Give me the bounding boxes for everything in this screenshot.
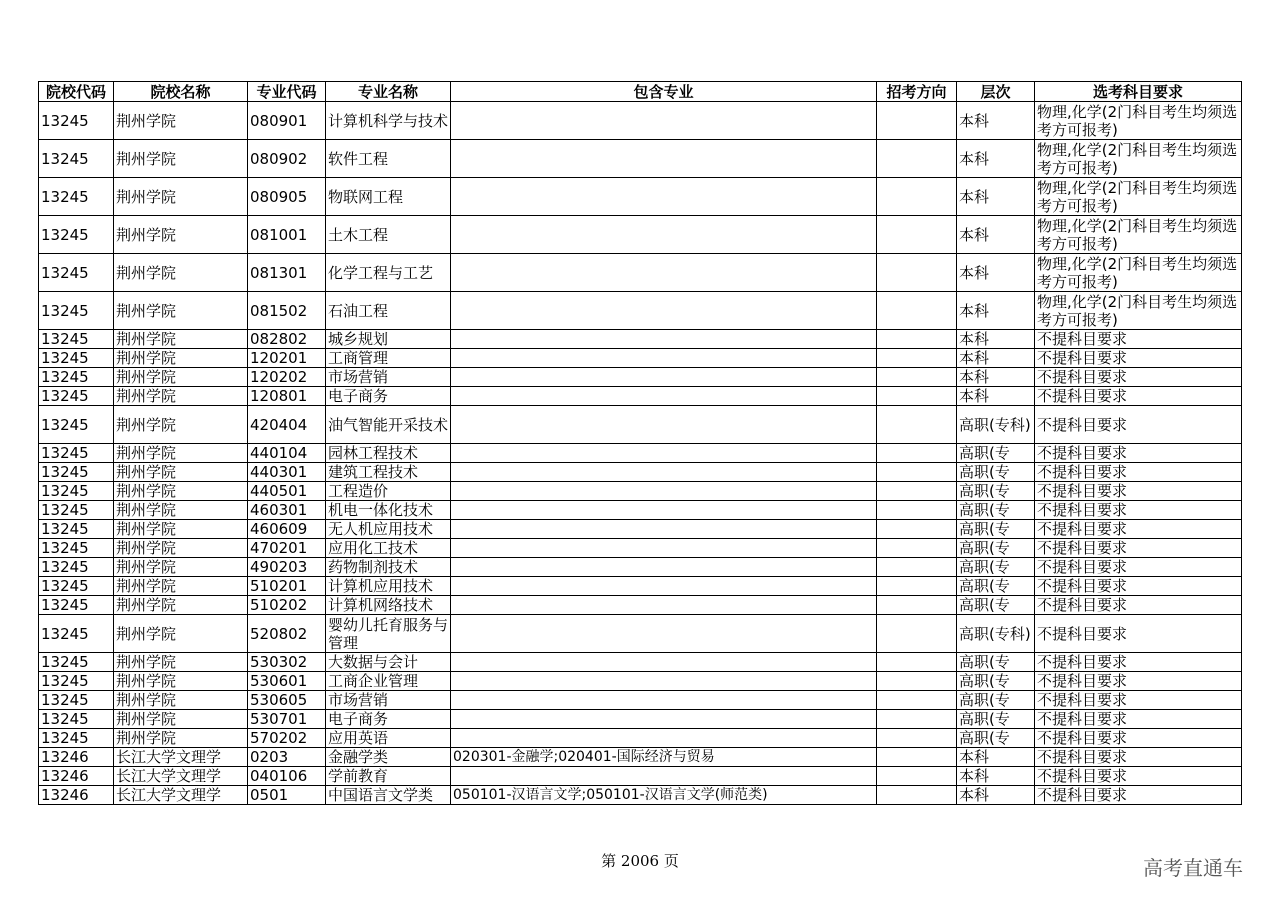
- table-row: [39, 653, 1242, 672]
- school-name-cell: 荆州学院: [114, 349, 248, 368]
- direction-cell: [877, 596, 957, 615]
- school-name-cell: 荆州学院: [114, 140, 248, 178]
- contained-majors-cell: [451, 444, 877, 463]
- subject-requirement-cell: 不提科目要求: [1035, 368, 1242, 387]
- major-code-cell: 530601: [248, 672, 326, 691]
- level-cell: 本科: [957, 140, 1035, 178]
- major-code-cell: 530605: [248, 691, 326, 710]
- major-name-cell: 无人机应用技术: [326, 520, 451, 539]
- level-cell: 本科: [957, 387, 1035, 406]
- major-name-cell: 电子商务: [326, 710, 451, 729]
- major-name-cell: 药物制剂技术: [326, 558, 451, 577]
- major-code-cell: 460301: [248, 501, 326, 520]
- subject-requirement-cell: 物理,化学(2门科目考生均须选考方可报考): [1035, 178, 1242, 216]
- major-code-cell: 040106: [248, 767, 326, 786]
- table-row: [39, 102, 1242, 140]
- major-name-cell: 计算机网络技术: [326, 596, 451, 615]
- contained-majors-cell: [451, 710, 877, 729]
- school-name-cell: 荆州学院: [114, 368, 248, 387]
- contained-majors-cell: [451, 501, 877, 520]
- school-name-cell: 荆州学院: [114, 672, 248, 691]
- contained-majors-cell: [451, 729, 877, 748]
- school-name-cell: 荆州学院: [114, 387, 248, 406]
- header-contained-majors: 包含专业: [451, 82, 877, 102]
- direction-cell: [877, 577, 957, 596]
- school-code-cell: 13245: [39, 596, 114, 615]
- school-name-cell: 荆州学院: [114, 558, 248, 577]
- school-code-cell: 13245: [39, 539, 114, 558]
- major-code-cell: 0501: [248, 786, 326, 805]
- table-row: [39, 406, 1242, 444]
- contained-majors-cell: [451, 387, 877, 406]
- table-row: [39, 615, 1242, 653]
- subject-requirement-cell: 不提科目要求: [1035, 463, 1242, 482]
- school-code-cell: 13245: [39, 178, 114, 216]
- major-code-cell: 520802: [248, 615, 326, 653]
- major-code-cell: 420404: [248, 406, 326, 444]
- table-row: [39, 330, 1242, 349]
- contained-majors-cell: 050101-汉语言文学;050101-汉语言文学(师范类): [451, 786, 877, 805]
- table-row: [39, 786, 1242, 805]
- subject-requirement-cell: 不提科目要求: [1035, 501, 1242, 520]
- direction-cell: [877, 349, 957, 368]
- table-row: [39, 216, 1242, 254]
- subject-requirement-cell: 不提科目要求: [1035, 577, 1242, 596]
- level-cell: 高职(专: [957, 539, 1035, 558]
- major-name-cell: 软件工程: [326, 140, 451, 178]
- direction-cell: [877, 539, 957, 558]
- direction-cell: [877, 216, 957, 254]
- major-name-cell: 计算机应用技术: [326, 577, 451, 596]
- school-code-cell: 13245: [39, 216, 114, 254]
- major-code-cell: 0203: [248, 748, 326, 767]
- contained-majors-cell: [451, 254, 877, 292]
- contained-majors-cell: [451, 349, 877, 368]
- contained-majors-cell: [451, 330, 877, 349]
- subject-requirement-cell: 物理,化学(2门科目考生均须选考方可报考): [1035, 254, 1242, 292]
- level-cell: 高职(专: [957, 596, 1035, 615]
- major-code-cell: 081301: [248, 254, 326, 292]
- level-cell: 高职(专科): [957, 406, 1035, 444]
- subject-requirement-cell: 物理,化学(2门科目考生均须选考方可报考): [1035, 292, 1242, 330]
- major-name-cell: 油气智能开采技术: [326, 406, 451, 444]
- level-cell: 本科: [957, 292, 1035, 330]
- school-name-cell: 荆州学院: [114, 615, 248, 653]
- major-name-cell: 物联网工程: [326, 178, 451, 216]
- contained-majors-cell: [451, 653, 877, 672]
- level-cell: 高职(专: [957, 520, 1035, 539]
- subject-requirement-cell: 不提科目要求: [1035, 767, 1242, 786]
- direction-cell: [877, 729, 957, 748]
- major-name-cell: 机电一体化技术: [326, 501, 451, 520]
- subject-requirement-cell: 不提科目要求: [1035, 615, 1242, 653]
- major-name-cell: 电子商务: [326, 387, 451, 406]
- direction-cell: [877, 520, 957, 539]
- school-name-cell: 长江大学文理学: [114, 786, 248, 805]
- direction-cell: [877, 444, 957, 463]
- contained-majors-cell: [451, 615, 877, 653]
- school-name-cell: 荆州学院: [114, 577, 248, 596]
- table-row: [39, 349, 1242, 368]
- school-name-cell: 荆州学院: [114, 178, 248, 216]
- table-row: [39, 596, 1242, 615]
- direction-cell: [877, 254, 957, 292]
- contained-majors-cell: [451, 558, 877, 577]
- major-code-cell: 080901: [248, 102, 326, 140]
- contained-majors-cell: [451, 577, 877, 596]
- level-cell: 高职(专科): [957, 615, 1035, 653]
- major-name-cell: 石油工程: [326, 292, 451, 330]
- school-code-cell: 13245: [39, 520, 114, 539]
- major-name-cell: 工商企业管理: [326, 672, 451, 691]
- major-code-cell: 080902: [248, 140, 326, 178]
- contained-majors-cell: [451, 691, 877, 710]
- subject-requirement-cell: 物理,化学(2门科目考生均须选考方可报考): [1035, 140, 1242, 178]
- direction-cell: [877, 691, 957, 710]
- direction-cell: [877, 482, 957, 501]
- school-code-cell: 13245: [39, 482, 114, 501]
- school-name-cell: 荆州学院: [114, 444, 248, 463]
- school-code-cell: 13245: [39, 558, 114, 577]
- school-name-cell: 荆州学院: [114, 330, 248, 349]
- contained-majors-cell: [451, 767, 877, 786]
- school-code-cell: 13245: [39, 501, 114, 520]
- table-row: [39, 729, 1242, 748]
- admission-table: [38, 81, 1242, 805]
- school-code-cell: 13246: [39, 748, 114, 767]
- subject-requirement-cell: 不提科目要求: [1035, 482, 1242, 501]
- level-cell: 高职(专: [957, 501, 1035, 520]
- major-name-cell: 大数据与会计: [326, 653, 451, 672]
- table-row: [39, 691, 1242, 710]
- school-name-cell: 荆州学院: [114, 520, 248, 539]
- level-cell: 本科: [957, 767, 1035, 786]
- major-code-cell: 490203: [248, 558, 326, 577]
- level-cell: 本科: [957, 216, 1035, 254]
- header-level: 层次: [957, 82, 1035, 102]
- subject-requirement-cell: 不提科目要求: [1035, 406, 1242, 444]
- major-name-cell: 工商管理: [326, 349, 451, 368]
- major-code-cell: 440104: [248, 444, 326, 463]
- level-cell: 高职(专: [957, 672, 1035, 691]
- major-code-cell: 530701: [248, 710, 326, 729]
- major-code-cell: 530302: [248, 653, 326, 672]
- major-name-cell: 建筑工程技术: [326, 463, 451, 482]
- subject-requirement-cell: 不提科目要求: [1035, 710, 1242, 729]
- header-subject-requirement: 选考科目要求: [1035, 82, 1242, 102]
- major-code-cell: 470201: [248, 539, 326, 558]
- direction-cell: [877, 672, 957, 691]
- major-code-cell: 440501: [248, 482, 326, 501]
- major-name-cell: 园林工程技术: [326, 444, 451, 463]
- major-code-cell: 081001: [248, 216, 326, 254]
- table-row: [39, 577, 1242, 596]
- table-row: [39, 178, 1242, 216]
- school-code-cell: 13245: [39, 406, 114, 444]
- level-cell: 本科: [957, 178, 1035, 216]
- school-name-cell: 荆州学院: [114, 102, 248, 140]
- major-code-cell: 570202: [248, 729, 326, 748]
- direction-cell: [877, 368, 957, 387]
- table-row: [39, 710, 1242, 729]
- table-row: [39, 444, 1242, 463]
- school-code-cell: 13245: [39, 729, 114, 748]
- table-row: [39, 254, 1242, 292]
- school-code-cell: 13246: [39, 786, 114, 805]
- direction-cell: [877, 615, 957, 653]
- school-name-cell: 荆州学院: [114, 463, 248, 482]
- table-row: [39, 672, 1242, 691]
- table-row: [39, 767, 1242, 786]
- header-major-code: 专业代码: [248, 82, 326, 102]
- level-cell: 高职(专: [957, 482, 1035, 501]
- subject-requirement-cell: 不提科目要求: [1035, 748, 1242, 767]
- level-cell: 本科: [957, 254, 1035, 292]
- direction-cell: [877, 558, 957, 577]
- contained-majors-cell: 020301-金融学;020401-国际经济与贸易: [451, 748, 877, 767]
- contained-majors-cell: [451, 216, 877, 254]
- major-name-cell: 中国语言文学类: [326, 786, 451, 805]
- school-name-cell: 荆州学院: [114, 691, 248, 710]
- direction-cell: [877, 387, 957, 406]
- direction-cell: [877, 292, 957, 330]
- level-cell: 高职(专: [957, 463, 1035, 482]
- table-row: [39, 748, 1242, 767]
- table-row: [39, 387, 1242, 406]
- school-code-cell: 13245: [39, 691, 114, 710]
- table-row: [39, 482, 1242, 501]
- contained-majors-cell: [451, 406, 877, 444]
- major-name-cell: 城乡规划: [326, 330, 451, 349]
- subject-requirement-cell: 物理,化学(2门科目考生均须选考方可报考): [1035, 216, 1242, 254]
- table-row: [39, 558, 1242, 577]
- direction-cell: [877, 463, 957, 482]
- level-cell: 本科: [957, 102, 1035, 140]
- subject-requirement-cell: 不提科目要求: [1035, 330, 1242, 349]
- school-code-cell: 13245: [39, 672, 114, 691]
- school-code-cell: 13245: [39, 615, 114, 653]
- direction-cell: [877, 330, 957, 349]
- subject-requirement-cell: 不提科目要求: [1035, 387, 1242, 406]
- school-code-cell: 13245: [39, 710, 114, 729]
- direction-cell: [877, 406, 957, 444]
- major-code-cell: 120201: [248, 349, 326, 368]
- subject-requirement-cell: 不提科目要求: [1035, 539, 1242, 558]
- direction-cell: [877, 102, 957, 140]
- header-major-name: 专业名称: [326, 82, 451, 102]
- subject-requirement-cell: 不提科目要求: [1035, 691, 1242, 710]
- major-code-cell: 081502: [248, 292, 326, 330]
- subject-requirement-cell: 不提科目要求: [1035, 558, 1242, 577]
- school-name-cell: 荆州学院: [114, 216, 248, 254]
- subject-requirement-cell: 不提科目要求: [1035, 653, 1242, 672]
- subject-requirement-cell: 不提科目要求: [1035, 349, 1242, 368]
- school-code-cell: 13245: [39, 387, 114, 406]
- contained-majors-cell: [451, 482, 877, 501]
- page-number: 第 2006 页: [601, 852, 679, 870]
- contained-majors-cell: [451, 520, 877, 539]
- direction-cell: [877, 748, 957, 767]
- contained-majors-cell: [451, 539, 877, 558]
- major-name-cell: 应用化工技术: [326, 539, 451, 558]
- subject-requirement-cell: 不提科目要求: [1035, 672, 1242, 691]
- school-code-cell: 13245: [39, 140, 114, 178]
- table-row: [39, 520, 1242, 539]
- header-school-name: 院校名称: [114, 82, 248, 102]
- direction-cell: [877, 501, 957, 520]
- level-cell: 本科: [957, 349, 1035, 368]
- school-code-cell: 13245: [39, 368, 114, 387]
- level-cell: 高职(专: [957, 577, 1035, 596]
- school-name-cell: 荆州学院: [114, 406, 248, 444]
- subject-requirement-cell: 不提科目要求: [1035, 520, 1242, 539]
- major-code-cell: 440301: [248, 463, 326, 482]
- direction-cell: [877, 786, 957, 805]
- school-code-cell: 13245: [39, 254, 114, 292]
- direction-cell: [877, 653, 957, 672]
- major-name-cell: 工程造价: [326, 482, 451, 501]
- school-code-cell: 13245: [39, 653, 114, 672]
- school-code-cell: 13245: [39, 292, 114, 330]
- contained-majors-cell: [451, 368, 877, 387]
- school-name-cell: 荆州学院: [114, 501, 248, 520]
- level-cell: 本科: [957, 748, 1035, 767]
- level-cell: 高职(专: [957, 653, 1035, 672]
- school-name-cell: 荆州学院: [114, 292, 248, 330]
- contained-majors-cell: [451, 178, 877, 216]
- contained-majors-cell: [451, 463, 877, 482]
- major-name-cell: 土木工程: [326, 216, 451, 254]
- level-cell: 本科: [957, 368, 1035, 387]
- table-row: [39, 140, 1242, 178]
- subject-requirement-cell: 不提科目要求: [1035, 596, 1242, 615]
- level-cell: 高职(专: [957, 729, 1035, 748]
- header-row: [39, 82, 1242, 102]
- major-name-cell: 应用英语: [326, 729, 451, 748]
- contained-majors-cell: [451, 140, 877, 178]
- major-name-cell: 市场营销: [326, 368, 451, 387]
- level-cell: 本科: [957, 330, 1035, 349]
- school-code-cell: 13245: [39, 463, 114, 482]
- subject-requirement-cell: 不提科目要求: [1035, 729, 1242, 748]
- major-name-cell: 学前教育: [326, 767, 451, 786]
- major-name-cell: 婴幼儿托育服务与管理: [326, 615, 451, 653]
- school-name-cell: 荆州学院: [114, 710, 248, 729]
- table-row: [39, 463, 1242, 482]
- major-name-cell: 市场营销: [326, 691, 451, 710]
- school-code-cell: 13245: [39, 330, 114, 349]
- school-code-cell: 13245: [39, 102, 114, 140]
- level-cell: 高职(专: [957, 710, 1035, 729]
- direction-cell: [877, 140, 957, 178]
- school-name-cell: 长江大学文理学: [114, 767, 248, 786]
- school-code-cell: 13246: [39, 767, 114, 786]
- subject-requirement-cell: 物理,化学(2门科目考生均须选考方可报考): [1035, 102, 1242, 140]
- table-row: [39, 539, 1242, 558]
- school-code-cell: 13245: [39, 577, 114, 596]
- direction-cell: [877, 178, 957, 216]
- major-code-cell: 510202: [248, 596, 326, 615]
- major-code-cell: 120801: [248, 387, 326, 406]
- contained-majors-cell: [451, 596, 877, 615]
- subject-requirement-cell: 不提科目要求: [1035, 444, 1242, 463]
- major-name-cell: 化学工程与工艺: [326, 254, 451, 292]
- level-cell: 高职(专: [957, 558, 1035, 577]
- major-code-cell: 082802: [248, 330, 326, 349]
- header-direction: 招考方向: [877, 82, 957, 102]
- school-name-cell: 荆州学院: [114, 254, 248, 292]
- direction-cell: [877, 710, 957, 729]
- level-cell: 本科: [957, 786, 1035, 805]
- direction-cell: [877, 767, 957, 786]
- contained-majors-cell: [451, 102, 877, 140]
- school-name-cell: 荆州学院: [114, 596, 248, 615]
- table-row: [39, 368, 1242, 387]
- watermark: 高考直通车: [1143, 856, 1243, 880]
- contained-majors-cell: [451, 672, 877, 691]
- school-name-cell: 荆州学院: [114, 729, 248, 748]
- header-school-code: 院校代码: [39, 82, 114, 102]
- school-code-cell: 13245: [39, 444, 114, 463]
- school-name-cell: 长江大学文理学: [114, 748, 248, 767]
- major-name-cell: 金融学类: [326, 748, 451, 767]
- major-code-cell: 120202: [248, 368, 326, 387]
- contained-majors-cell: [451, 292, 877, 330]
- school-code-cell: 13245: [39, 349, 114, 368]
- table-row: [39, 292, 1242, 330]
- major-name-cell: 计算机科学与技术: [326, 102, 451, 140]
- subject-requirement-cell: 不提科目要求: [1035, 786, 1242, 805]
- table-row: [39, 501, 1242, 520]
- level-cell: 高职(专: [957, 691, 1035, 710]
- major-code-cell: 510201: [248, 577, 326, 596]
- school-name-cell: 荆州学院: [114, 539, 248, 558]
- school-name-cell: 荆州学院: [114, 482, 248, 501]
- level-cell: 高职(专: [957, 444, 1035, 463]
- major-code-cell: 460609: [248, 520, 326, 539]
- major-code-cell: 080905: [248, 178, 326, 216]
- school-name-cell: 荆州学院: [114, 653, 248, 672]
